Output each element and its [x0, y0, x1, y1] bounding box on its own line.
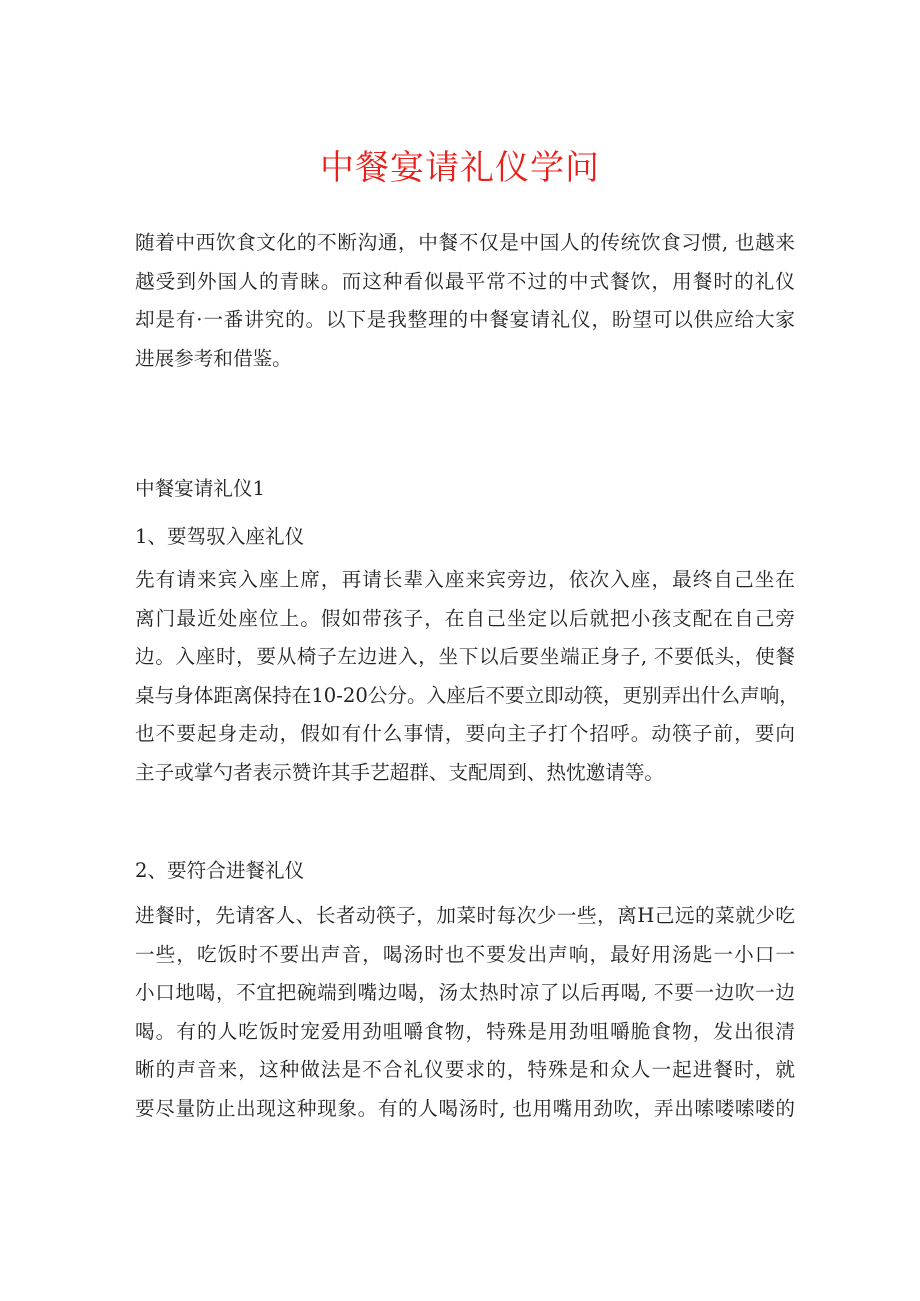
intro-line: 随着中西饮食文化的不断沟通，中餐不仅是中国人的传统饮食习惯, 也越来 — [135, 231, 795, 254]
paragraph-line: 喝。有的人吃饭时宠爱用劲咀嚼食物，特殊是用劲咀嚼脆食物，发出很清 — [135, 1019, 795, 1043]
paragraph-line: 先有请来宾入座上席，再请长辈入座来宾旁边，依次入座，最终自己坐在 — [135, 568, 795, 591]
intro-line: 进展参考和借鉴。 — [135, 346, 292, 370]
paragraph-line: 桌与身体距离保持在10-20公分。入座后不要立即动筷，更别弄出什么声响， — [135, 683, 799, 707]
paragraph-line: 边。入座时，要从椅子左边进入，坐下以后要坐端正身子, 不要低头，使餐 — [135, 645, 795, 668]
item-1-paragraph — [135, 561, 799, 792]
paragraph-line: 晰的声音来，这种做法是不合礼仪要求的，特殊是和众人一起进餐时，就 — [135, 1058, 795, 1081]
paragraph-line: 小口地喝，不宜把碗端到嘴边喝，汤太热时凉了以后再喝, 不要一边吹一边 — [135, 981, 795, 1004]
paragraph-line: 离门最近处座位上。假如带孩子，在自己坐定以后就把小孩支配在自己旁 — [135, 606, 795, 630]
paragraph-line: 要尽量防止出现这种现象。有的人喝汤时, 也用嘴用劲吹，弄出嗦喽嗦喽的 — [135, 1096, 795, 1120]
item-heading-2: 2、要符合进餐礼仪 — [135, 859, 305, 882]
paragraph-line: 主子或掌勺者表示赞许其手艺超群、支配周到、热忱邀请等。 — [135, 760, 665, 784]
intro-line: 越受到外国人的青睐。而这种看似最平常不过的中式餐饮，用餐时的礼仪 — [135, 269, 795, 293]
paragraph-line: 进餐时，先请客人、长者动筷子，加菜时每次少一些，离H己远的菜就少吃 — [135, 904, 795, 927]
paragraph-line: 一些，吃饭时不要出声音，喝汤时也不要发出声响，最好用汤匙一小口一 — [135, 942, 795, 966]
item-2-paragraph — [135, 897, 795, 1128]
document-title: 中餐宴请礼仪学问 — [320, 148, 600, 188]
section-heading: 中餐宴请礼仪1 — [135, 477, 266, 500]
intro-line: 却是有·一番讲究的。以下是我整理的中餐宴请礼仪，盼望可以供应给大家 — [135, 308, 795, 331]
intro-paragraph — [135, 224, 795, 378]
item-heading-1: 1、要驾驭入座礼仪 — [135, 525, 305, 548]
paragraph-line: 也不要起身走动，假如有什么事情，要向主子打个招呼。动筷子前，要向 — [135, 722, 795, 745]
